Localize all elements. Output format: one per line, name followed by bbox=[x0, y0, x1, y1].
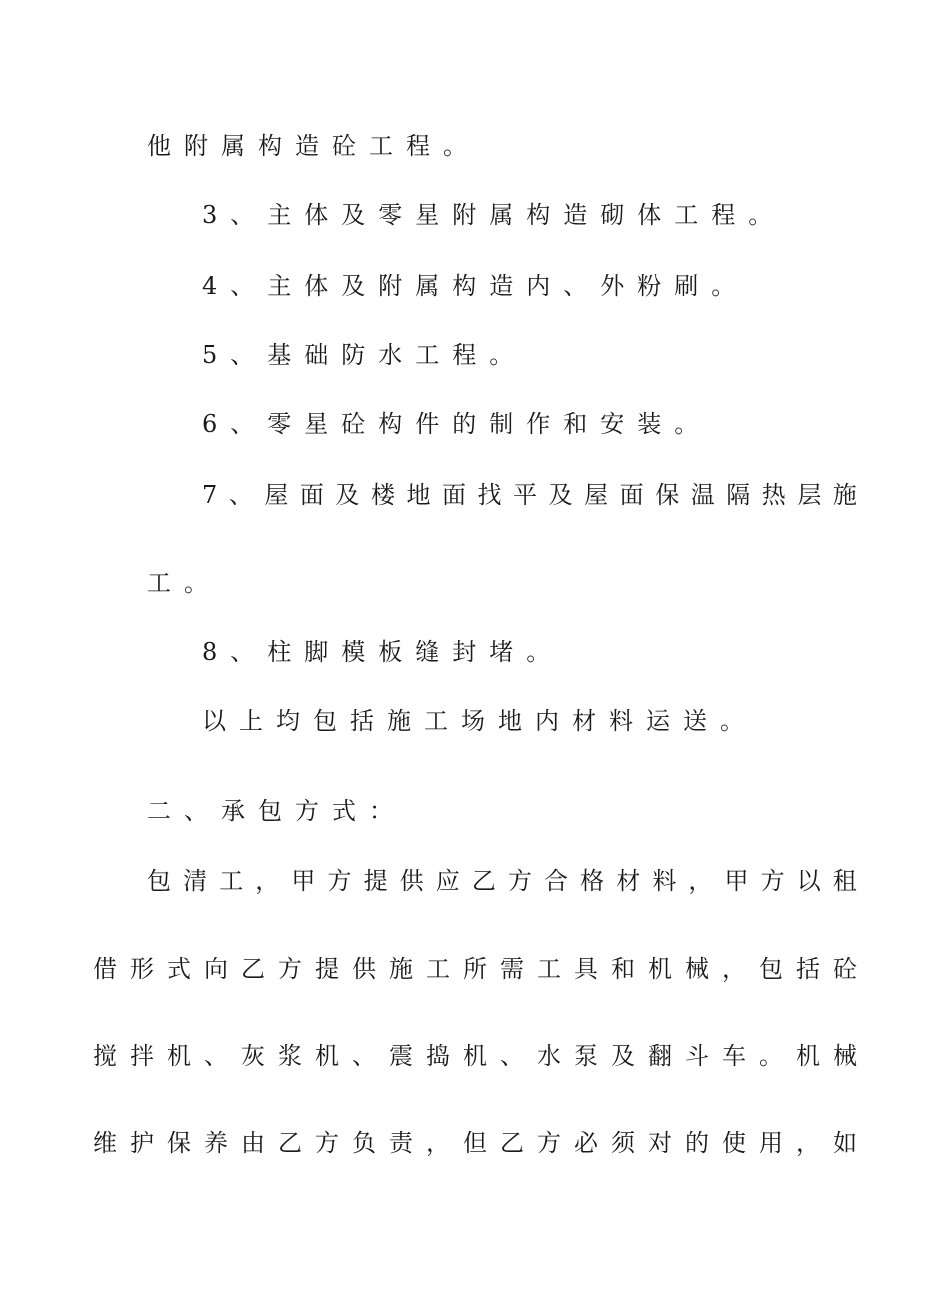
text-line: 他附属构造砼工程。 bbox=[147, 132, 480, 160]
section-heading: 二、承包方式： bbox=[147, 797, 406, 825]
paragraph-line: 搅 拌 机 、 灰 浆 机 、 震 捣 机 、 水 泵 及 翻 斗 车 。 机 械 bbox=[93, 1042, 857, 1070]
list-item-7: 7 、 屋 面 及 楼 地 面 找 平 及 屋 面 保 温 隔 热 层 施 bbox=[202, 481, 857, 509]
paragraph-line: 维 护 保 养 由 乙 方 负 责 ， 但 乙 方 必 须 对 的 使 用 ， 如 bbox=[93, 1129, 857, 1157]
list-item-4: 4、主体及附属构造内、外粉刷。 bbox=[202, 272, 749, 300]
paragraph-line: 包 清 工 ， 甲 方 提 供 应 乙 方 合 格 材 料 ， 甲 方 以 租 bbox=[147, 867, 857, 895]
summary-line: 以上均包括施工场地内材料运送。 bbox=[202, 707, 757, 735]
list-item-3: 3、主体及零星附属构造砌体工程。 bbox=[202, 201, 786, 229]
list-item-5: 5、基础防水工程。 bbox=[202, 341, 527, 369]
list-item-7-continuation: 工。 bbox=[147, 569, 221, 597]
list-item-6: 6、零星砼构件的制作和安装。 bbox=[202, 410, 712, 438]
list-item-8: 8、柱脚模板缝封堵。 bbox=[202, 638, 564, 666]
paragraph-line: 借 形 式 向 乙 方 提 供 施 工 所 需 工 具 和 机 械 ， 包 括 砼 bbox=[93, 955, 857, 983]
